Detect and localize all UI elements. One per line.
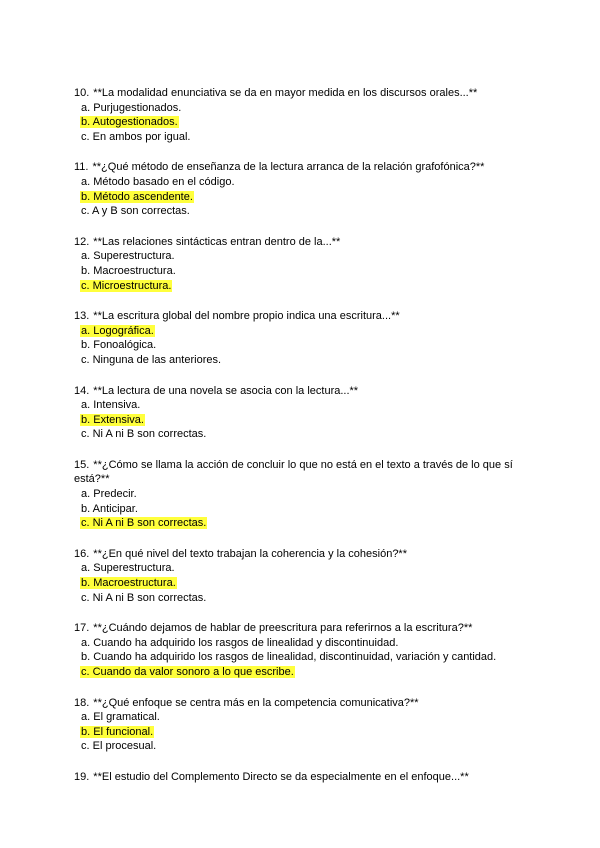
answer-option bbox=[74, 130, 514, 145]
question-number: 10. bbox=[74, 87, 90, 99]
question-text bbox=[74, 309, 514, 324]
question-text bbox=[74, 384, 514, 399]
question-text bbox=[74, 696, 514, 711]
question-number: 17. bbox=[74, 622, 90, 635]
answer-option-highlighted bbox=[74, 413, 514, 428]
question-number: 12. bbox=[74, 235, 90, 248]
answer-option bbox=[74, 264, 514, 279]
answer-option bbox=[74, 591, 514, 606]
answer-option-label: a. Superestructura. bbox=[81, 562, 175, 575]
answer-option-label: a. Método basado en el código. bbox=[81, 175, 235, 188]
question-statement: **Las relaciones sintácticas entran dentro de la...** bbox=[93, 235, 341, 248]
answer-option bbox=[74, 204, 514, 219]
question-block bbox=[74, 547, 514, 605]
answer-option-label: c. En ambos por igual. bbox=[81, 130, 191, 143]
answer-option-label: c. Ninguna de las anteriores. bbox=[81, 353, 222, 366]
answer-option-highlighted bbox=[74, 516, 514, 531]
answer-option bbox=[74, 101, 514, 116]
answer-option-label: c. A y B son correctas. bbox=[81, 205, 190, 218]
answer-option bbox=[74, 249, 514, 264]
answer-options bbox=[74, 249, 514, 293]
question-number: 14. bbox=[74, 384, 90, 397]
question-number: 13. bbox=[74, 310, 90, 323]
question-block bbox=[74, 86, 514, 144]
answer-option bbox=[74, 487, 514, 502]
answer-option-highlighted bbox=[74, 324, 514, 339]
answer-option bbox=[74, 650, 514, 665]
answer-option-label: c. Ni A ni B son correctas. bbox=[81, 428, 207, 441]
answer-option-highlighted bbox=[74, 115, 514, 130]
question-block bbox=[74, 235, 514, 293]
answer-option bbox=[74, 338, 514, 353]
question-block bbox=[74, 458, 514, 531]
question-statement: **La escritura global del nombre propio indica una escritura...** bbox=[93, 310, 400, 323]
question-block bbox=[74, 309, 514, 367]
answer-options bbox=[74, 175, 514, 219]
question-text bbox=[74, 86, 514, 101]
question-block bbox=[74, 770, 514, 785]
answer-option-highlighted bbox=[74, 190, 514, 205]
answer-options bbox=[74, 561, 514, 605]
answer-option bbox=[74, 502, 514, 517]
question-block bbox=[74, 160, 514, 218]
question-statement: **La modalidad enunciativa se da en mayor medida en los discursos orales...** bbox=[93, 87, 478, 99]
answer-option-label: a. El gramatical. bbox=[81, 711, 160, 724]
question-text bbox=[74, 547, 514, 562]
question-text bbox=[74, 458, 514, 487]
answer-option-label: a. Superestructura. bbox=[81, 250, 175, 263]
answer-option-label: b. Cuando ha adquirido los rasgos de linealidad, discontinuidad, variación y cantidad. bbox=[81, 651, 497, 664]
question-statement: **¿Qué método de enseñanza de la lectura arranca de la relación grafofónica?** bbox=[92, 161, 485, 174]
answer-option-label: b. Macroestructura. bbox=[81, 577, 176, 590]
question-statement: **¿En qué nivel del texto trabajan la coherencia y la cohesión?** bbox=[93, 547, 407, 560]
answer-option-highlighted bbox=[74, 576, 514, 591]
question-number: 15. bbox=[74, 458, 90, 471]
answer-option-label: c. Cuando da valor sonoro a lo que escribe. bbox=[81, 666, 294, 678]
answer-option-label: c. Ni A ni B son correctas. bbox=[81, 591, 207, 604]
question-block bbox=[74, 384, 514, 442]
answer-option bbox=[74, 561, 514, 576]
question-text bbox=[74, 621, 514, 636]
answer-option bbox=[74, 427, 514, 442]
answer-options bbox=[74, 324, 514, 368]
answer-options bbox=[74, 398, 514, 442]
answer-options bbox=[74, 101, 514, 145]
answer-option bbox=[74, 739, 514, 754]
answer-option-highlighted bbox=[74, 725, 514, 740]
answer-option-label: a. Logográfica. bbox=[81, 324, 154, 337]
answer-option-label: a. Intensiva. bbox=[81, 399, 141, 412]
question-block bbox=[74, 621, 514, 679]
question-list bbox=[74, 86, 514, 801]
question-statement: **¿Qué enfoque se centra más en la competencia comunicativa?** bbox=[93, 696, 419, 709]
answer-option-label: a. Predecir. bbox=[81, 488, 137, 501]
answer-option bbox=[74, 398, 514, 413]
question-number: 11. bbox=[74, 161, 89, 174]
question-text bbox=[74, 160, 514, 175]
answer-option-label: b. Autogestionados. bbox=[81, 116, 178, 129]
answer-option-highlighted bbox=[74, 279, 514, 294]
question-number: 16. bbox=[74, 547, 90, 560]
answer-option-label: b. Fonoalógica. bbox=[81, 339, 157, 352]
answer-option bbox=[74, 710, 514, 725]
answer-option bbox=[74, 636, 514, 651]
question-number: 18. bbox=[74, 696, 90, 709]
answer-option-label: c. El procesual. bbox=[81, 740, 157, 753]
answer-options bbox=[74, 636, 514, 680]
answer-option bbox=[74, 175, 514, 190]
question-statement: **¿Cuándo dejamos de hablar de preescritura para referirnos a la escritura?** bbox=[93, 622, 473, 635]
answer-option-label: b. El funcional. bbox=[81, 725, 154, 738]
answer-option-label: b. Extensiva. bbox=[81, 413, 144, 426]
answer-option-label: b. Macroestructura. bbox=[81, 264, 176, 277]
answer-option-label: a. Purjugestionados. bbox=[81, 101, 182, 114]
question-text bbox=[74, 235, 514, 250]
answer-option-highlighted bbox=[74, 665, 514, 680]
answer-option-label: c. Microestructura. bbox=[81, 279, 172, 292]
answer-options bbox=[74, 487, 514, 531]
answer-options bbox=[74, 710, 514, 754]
answer-option-label: a. Cuando ha adquirido los rasgos de linealidad y discontinuidad. bbox=[81, 636, 399, 649]
question-statement: **El estudio del Complemento Directo se da especialmente en el enfoque...** bbox=[93, 770, 469, 783]
question-statement: **¿Cómo se llama la acción de concluir lo que no está en el texto a través de lo que sí está?** bbox=[74, 458, 513, 486]
answer-option bbox=[74, 353, 514, 368]
question-block bbox=[74, 696, 514, 754]
question-number: 19. bbox=[74, 770, 90, 783]
answer-option-label: c. Ni A ni B son correctas. bbox=[81, 517, 207, 530]
question-text bbox=[74, 770, 514, 785]
answer-option-label: b. Método ascendente. bbox=[81, 190, 193, 203]
question-statement: **La lectura de una novela se asocia con la lectura...** bbox=[93, 384, 359, 397]
answer-option-label: b. Anticipar. bbox=[81, 502, 138, 515]
